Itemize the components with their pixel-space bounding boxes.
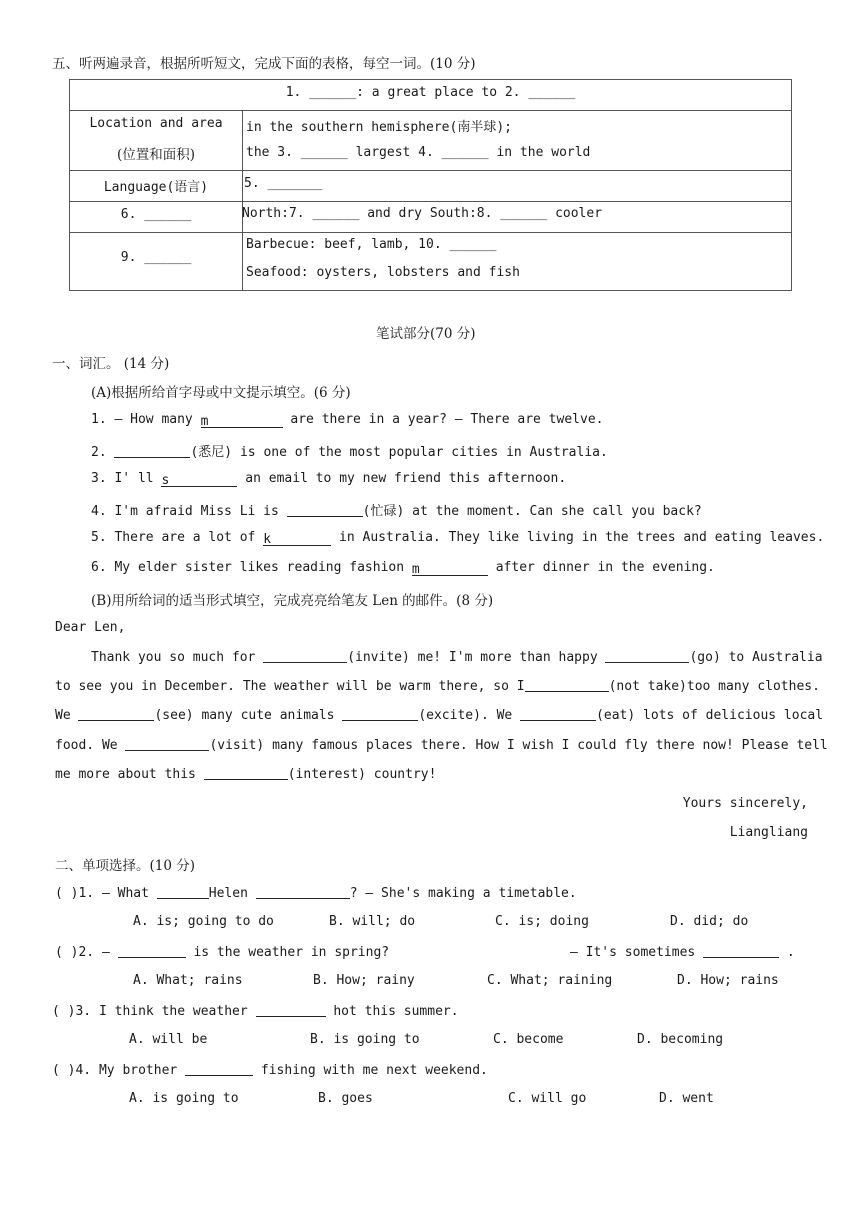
mc-heading: 二、单项选择。(10 分) xyxy=(55,858,196,874)
row1-line2: the 3. ______ largest 4. ______ in the world xyxy=(246,145,591,160)
mc-q2-option-b[interactable]: B. How; rainy xyxy=(313,973,415,988)
answer-paren[interactable]: ( ) xyxy=(55,886,79,901)
table-divider xyxy=(70,110,791,111)
letter-line-3: We (see) many cute animals (excite). We (eat) lots of delicious local xyxy=(55,708,824,723)
answer-blank[interactable] xyxy=(525,678,609,692)
letter-line-2: to see you in December. The weather will be warm there, so I (not take)too many clothes. xyxy=(55,679,820,694)
mc-question-3: ( )3. I think the weather hot this summer. xyxy=(52,1004,459,1019)
mc-q1-option-b[interactable]: B. will; do xyxy=(329,914,416,929)
mc-q1-option-a[interactable]: A. is; going to do xyxy=(133,914,274,929)
answer-blank[interactable] xyxy=(78,707,154,721)
mc-q2-option-a[interactable]: A. What; rains xyxy=(133,973,243,988)
mc-q4-option-a[interactable]: A. is going to xyxy=(129,1091,239,1106)
answer-blank[interactable]: m xyxy=(412,562,488,576)
answer-paren[interactable]: ( ) xyxy=(55,945,79,960)
answer-blank[interactable] xyxy=(605,649,689,663)
mc-question-4: ( )4. My brother fishing with me next weekend. xyxy=(52,1063,488,1078)
vocab-item-1: 1. — How many m are there in a year? — There are twelve. xyxy=(91,412,604,429)
answer-paren[interactable]: ( ) xyxy=(52,1063,76,1078)
table-divider xyxy=(70,232,791,233)
answer-blank[interactable] xyxy=(256,1003,326,1017)
vocab-heading: 一、词汇。 (14 分) xyxy=(52,356,170,372)
mc-q3-option-d[interactable]: D. becoming xyxy=(637,1032,724,1047)
answer-blank[interactable] xyxy=(256,885,350,899)
letter-line-5: me more about this (interest) country! xyxy=(55,767,437,782)
mc-q1-option-d[interactable]: D. did; do xyxy=(670,914,749,929)
partB-heading: (B)用所给词的适当形式填空，完成亮亮给笔友 Len 的邮件。(8 分) xyxy=(91,593,494,609)
answer-blank[interactable] xyxy=(520,707,596,721)
row2-label: Language(语言) xyxy=(103,180,209,195)
row1-label-cn: (位置和面积) xyxy=(116,147,196,163)
row4-label: 9. ______ xyxy=(120,250,192,265)
row1-line1: in the southern hemisphere(南半球); xyxy=(246,120,512,135)
mc-q3-option-a[interactable]: A. will be xyxy=(129,1032,208,1047)
letter-greeting: Dear Len, xyxy=(55,620,126,635)
row3-value: North:7. ______ and dry South:8. ______ cooler xyxy=(242,206,603,221)
mc-q2-option-d[interactable]: D. How; rains xyxy=(677,973,779,988)
row4-line2: Seafood: oysters, lobsters and fish xyxy=(246,265,520,280)
answer-blank[interactable] xyxy=(118,944,186,958)
vocab-item-4: 4. I'm afraid Miss Li is (忙碌) at the moment. Can she call you back? xyxy=(91,504,702,519)
mc-q4-option-c[interactable]: C. will go xyxy=(508,1091,587,1106)
mc-q1-option-c[interactable]: C. is; doing xyxy=(495,914,589,929)
answer-blank[interactable] xyxy=(342,707,418,721)
mc-q4-option-b[interactable]: B. goes xyxy=(318,1091,373,1106)
answer-blank[interactable] xyxy=(204,766,288,780)
table-divider xyxy=(70,201,791,202)
letter-signature: Liangliang xyxy=(729,825,808,840)
mc-q3-option-c[interactable]: C. become xyxy=(493,1032,564,1047)
vocab-item-2: 2. (悉尼) is one of the most popular cities in Australia. xyxy=(91,445,608,460)
answer-blank[interactable] xyxy=(125,737,209,751)
answer-blank[interactable] xyxy=(263,649,347,663)
mc-question-2: ( )2. — is the weather in spring? xyxy=(55,945,390,960)
answer-blank[interactable] xyxy=(185,1062,253,1076)
written-section-title: 笔试部分(70 分) xyxy=(376,326,476,342)
vocab-item-5: 5. There are a lot of k in Australia. They like living in the trees and eating leaves. xyxy=(91,530,825,547)
answer-blank[interactable] xyxy=(157,885,209,899)
answer-blank[interactable]: m xyxy=(201,414,283,428)
mc-q3-option-b[interactable]: B. is going to xyxy=(310,1032,420,1047)
partA-heading: (A)根据所给首字母或中文提示填空。(6 分) xyxy=(91,385,351,401)
mc-question-2-answer: — It's sometimes . xyxy=(570,945,795,960)
answer-blank[interactable] xyxy=(114,444,190,458)
answer-blank[interactable]: k xyxy=(263,532,331,546)
answer-blank[interactable] xyxy=(287,503,363,517)
answer-paren[interactable]: ( ) xyxy=(52,1004,76,1019)
row1-label-en: Location and area xyxy=(89,116,223,131)
vocab-item-6: 6. My elder sister likes reading fashion m after dinner in the evening. xyxy=(91,560,715,577)
row4-line1: Barbecue: beef, lamb, 10. ______ xyxy=(246,237,497,252)
mc-q2-option-c[interactable]: C. What; raining xyxy=(487,973,613,988)
row3-label: 6. ______ xyxy=(120,207,192,222)
letter-closing: Yours sincerely, xyxy=(682,796,808,811)
mc-q4-option-d[interactable]: D. went xyxy=(659,1091,714,1106)
listening-table xyxy=(69,79,792,291)
mc-question-1: ( )1. — What Helen ? — She's making a timetable. xyxy=(55,886,577,901)
answer-blank[interactable] xyxy=(703,944,779,958)
table-title-row: 1. ______: a great place to 2. ______ xyxy=(285,85,576,100)
letter-line-1: Thank you so much for (invite) me! I'm more than happy (go) to Australia xyxy=(91,650,823,665)
letter-line-4: food. We (visit) many famous places there. How I wish I could fly there now! Please tell xyxy=(55,738,828,753)
answer-blank[interactable]: s xyxy=(161,473,237,487)
table-column-divider xyxy=(242,110,243,290)
vocab-item-3: 3. I' ll s an email to my new friend this afternoon. xyxy=(91,471,567,488)
listening-heading: 五、听两遍录音，根据所听短文，完成下面的表格，每空一词。(10 分) xyxy=(52,56,476,72)
table-divider xyxy=(70,170,791,171)
row2-value: 5. _______ xyxy=(244,176,323,191)
